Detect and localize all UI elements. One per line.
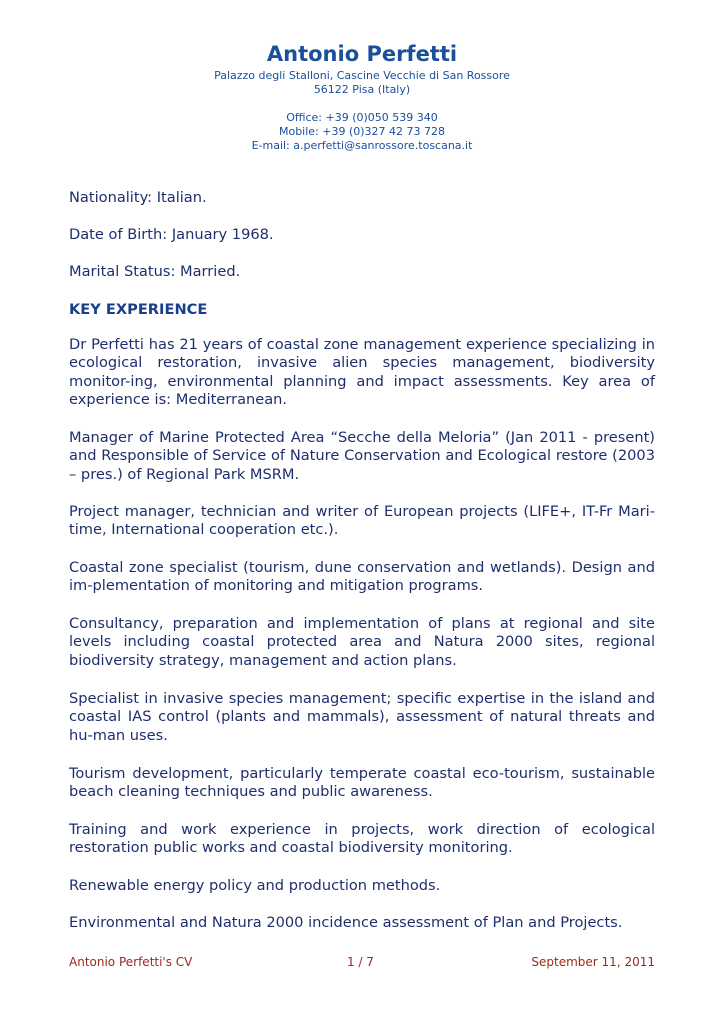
experience-paragraph: Specialist in invasive species management; specific expertise in the island and coastal IAS control (plants and mammals), assessment of natural threats and hu-man uses. (69, 690, 655, 744)
office-phone: Office: +39 (0)050 539 340 (286, 111, 438, 124)
date-of-birth: Date of Birth: January 1968. (69, 226, 274, 243)
cv-name: Antonio Perfetti (266, 42, 458, 66)
experience-paragraph: Coastal zone specialist (tourism, dune conservation and wetlands). Design and im-plementation of monitoring and mitigation programs. (69, 559, 655, 595)
address-line-2: 56122 Pisa (Italy) (313, 83, 411, 96)
experience-paragraph: Training and work experience in projects, work direction of ecological restoration public works and coastal biodiversity monitoring. (69, 821, 655, 857)
experience-paragraph: Tourism development, particularly temperate coastal eco-tourism, sustainable beach cleaning techniques and public awareness. (69, 765, 655, 801)
experience-paragraph: Consultancy, preparation and implementation of plans at regional and site levels including coastal protected area and Natura 2000 sites, regional biodiversity strategy, management and action plans. (69, 615, 655, 669)
address-line-1: Palazzo degli Stalloni, Cascine Vecchie di San Rossore (214, 69, 510, 82)
experience-paragraph: Dr Perfetti has 21 years of coastal zone management experience specializing in ecological restoration, invasive alien species management, biodiversity monitor-ing, environmental planning and impact assessments. Key area of experience is: Mediterranean. (69, 336, 655, 408)
mobile-phone: Mobile: +39 (0)327 42 73 728 (278, 125, 446, 138)
nationality: Nationality: Italian. (69, 189, 207, 206)
experience-paragraph: Manager of Marine Protected Area “Secche della Meloria” (Jan 2011 - present) and Responsible of Service of Nature Conservation and Ecological restore (2003 – pres.) of Regional Park MSRM. (69, 429, 655, 483)
page-number: 1 / 7 (347, 955, 374, 969)
experience-paragraph: Environmental and Natura 2000 incidence assessment of Plan and Projects. (69, 914, 623, 931)
section-heading: KEY EXPERIENCE (69, 301, 208, 318)
experience-paragraph: Renewable energy policy and production methods. (69, 877, 441, 894)
footer-title: Antonio Perfetti's CV (69, 955, 193, 969)
marital-status: Marital Status: Married. (69, 263, 241, 280)
email-address: E-mail: a.perfetti@sanrossore.toscana.it (251, 139, 473, 152)
experience-paragraph: Project manager, technician and writer of European projects (LIFE+, IT-Fr Mari-time, International cooperation etc.). (69, 503, 655, 539)
footer-date: September 11, 2011 (531, 955, 655, 969)
